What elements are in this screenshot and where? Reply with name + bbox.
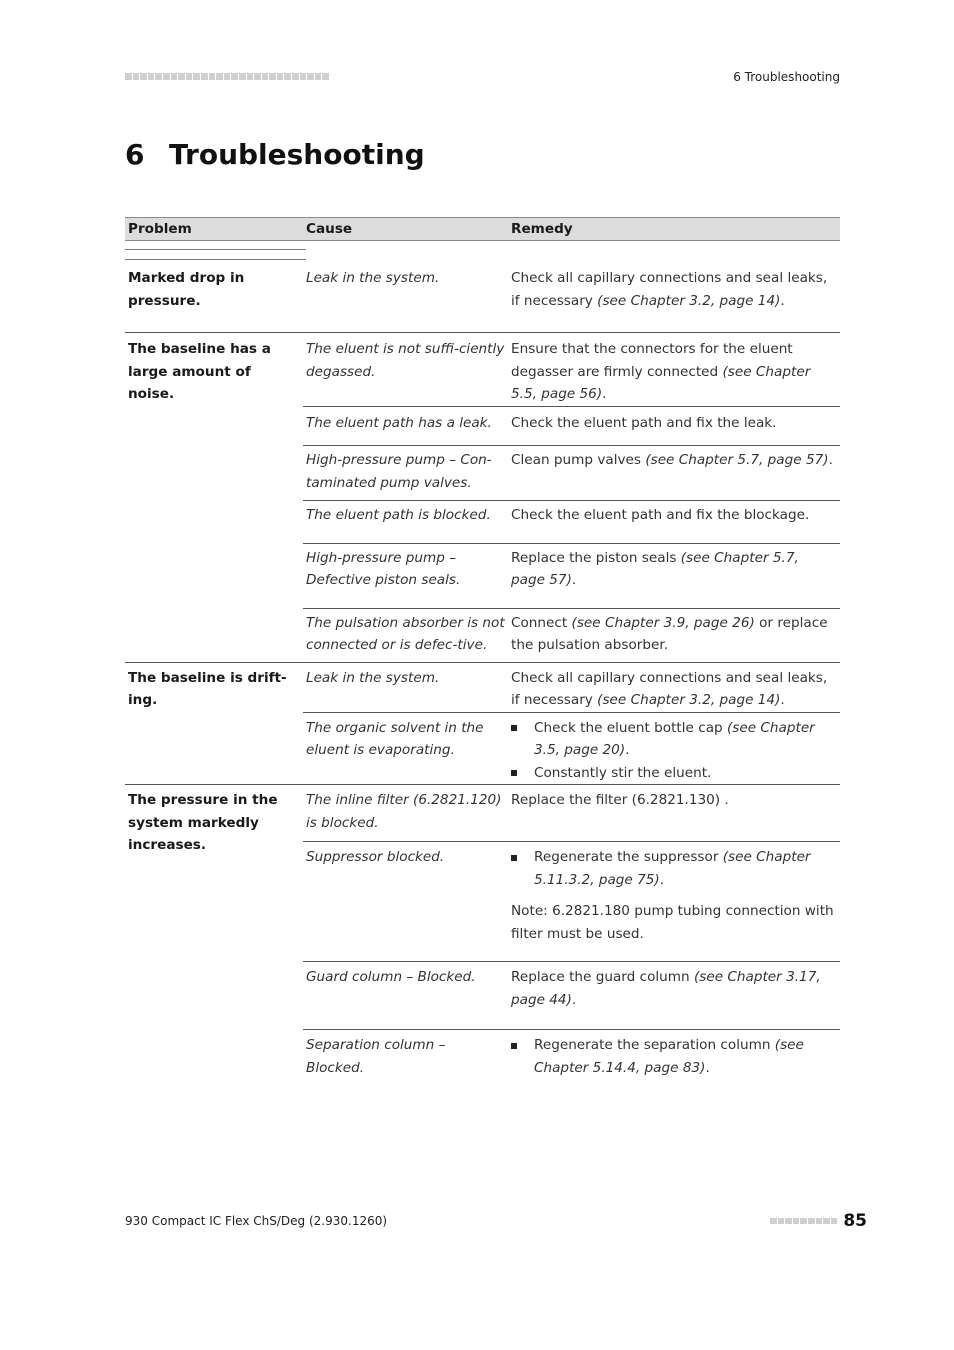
remedy-cell: Check all capillary connections and seal leaks, if necessary (see Chapter 3.2, page 14).	[511, 270, 828, 309]
table-row	[125, 333, 840, 407]
table-row	[125, 267, 840, 333]
table-spacer-row	[125, 241, 840, 268]
cause-cell: The eluent path has a leak.	[303, 406, 508, 446]
cause-cell: The organic solvent in the eluent is evaporating.	[303, 712, 508, 785]
cause-cell: The eluent path is blocked.	[303, 501, 508, 544]
list-item: Regenerate the separation column (see Chapter 5.14.4, page 83).	[511, 1034, 837, 1079]
list-item: Check the eluent bottle cap (see Chapter 3.5, page 20).	[511, 717, 837, 762]
cause-cell: High-pressure pump – Defective piston seals.	[303, 543, 508, 608]
column-header-problem: Problem	[125, 218, 303, 241]
column-header-remedy: Remedy	[508, 218, 840, 241]
problem-cell: The pressure in the system markedly increases.	[125, 785, 303, 1080]
problem-cell: Marked drop in pressure.	[128, 270, 245, 309]
table-row	[125, 785, 840, 842]
remedy-cell	[508, 1030, 840, 1080]
cause-cell: High-pressure pump – Con-taminated pump valves.	[303, 446, 508, 501]
list-item: Regenerate the suppressor (see Chapter 5.11.3.2, page 75).	[511, 846, 837, 891]
cause-cell: Leak in the system.	[303, 662, 508, 712]
column-header-cause: Cause	[303, 218, 508, 241]
chapter-title	[125, 138, 425, 171]
remedy-cell: Check the eluent path and fix the leak.	[508, 406, 840, 446]
page-number: 85	[843, 1211, 867, 1231]
remedy-cell: Ensure that the connectors for the eluent degasser are firmly connected (see Chapter 5.5, page 56).	[508, 333, 840, 407]
chapter-number: 6	[125, 138, 145, 171]
problem-cell: The baseline is drift-ing.	[125, 662, 303, 785]
remedy-cell: Replace the piston seals (see Chapter 5.7, page 57).	[508, 543, 840, 608]
list-item: Constantly stir the eluent.	[511, 762, 837, 785]
remedy-cell: Clean pump valves (see Chapter 5.7, page 57).	[508, 446, 840, 501]
remedy-note: Note: 6.2821.180 pump tubing connection with filter must be used.	[511, 903, 834, 942]
remedy-cell: Check the eluent path and fix the blockage.	[508, 501, 840, 544]
remedy-list	[511, 846, 837, 891]
table-header-row	[125, 218, 840, 241]
cause-cell: The pulsation absorber is not connected or is defec-tive.	[303, 608, 508, 662]
chapter-title-text: Troubleshooting	[169, 138, 425, 171]
cause-cell: Leak in the system.	[306, 270, 440, 286]
footer-decoration	[770, 1218, 837, 1225]
running-header: 6 Troubleshooting	[733, 70, 840, 84]
problem-cell: The baseline has a large amount of noise.	[125, 333, 303, 663]
remedy-list	[511, 717, 837, 785]
header-decoration	[125, 73, 329, 80]
remedy-cell: Connect (see Chapter 3.9, page 26) or replace the pulsation absorber.	[508, 608, 840, 662]
remedy-cell	[508, 842, 840, 962]
cause-cell: The eluent is not suffi-ciently degassed.	[303, 333, 508, 407]
cause-cell: The inline filter (6.2821.120) is blocked.	[303, 785, 508, 842]
cause-cell: Guard column – Blocked.	[303, 962, 508, 1030]
cause-cell: Separation column – Blocked.	[303, 1030, 508, 1080]
remedy-cell: Replace the filter (6.2821.130) .	[508, 785, 840, 842]
remedy-cell: Check all capillary connections and seal leaks, if necessary (see Chapter 3.2, page 14).	[508, 662, 840, 712]
remedy-list	[511, 1034, 837, 1079]
footer-product: 930 Compact IC Flex ChS/Deg (2.930.1260)	[125, 1214, 388, 1228]
cause-cell: Suppressor blocked.	[303, 842, 508, 962]
remedy-cell	[508, 712, 840, 785]
footer-page	[770, 1211, 867, 1231]
troubleshooting-table	[125, 217, 840, 1079]
remedy-cell: Replace the guard column (see Chapter 3.17, page 44).	[508, 962, 840, 1030]
table-row	[125, 662, 840, 712]
